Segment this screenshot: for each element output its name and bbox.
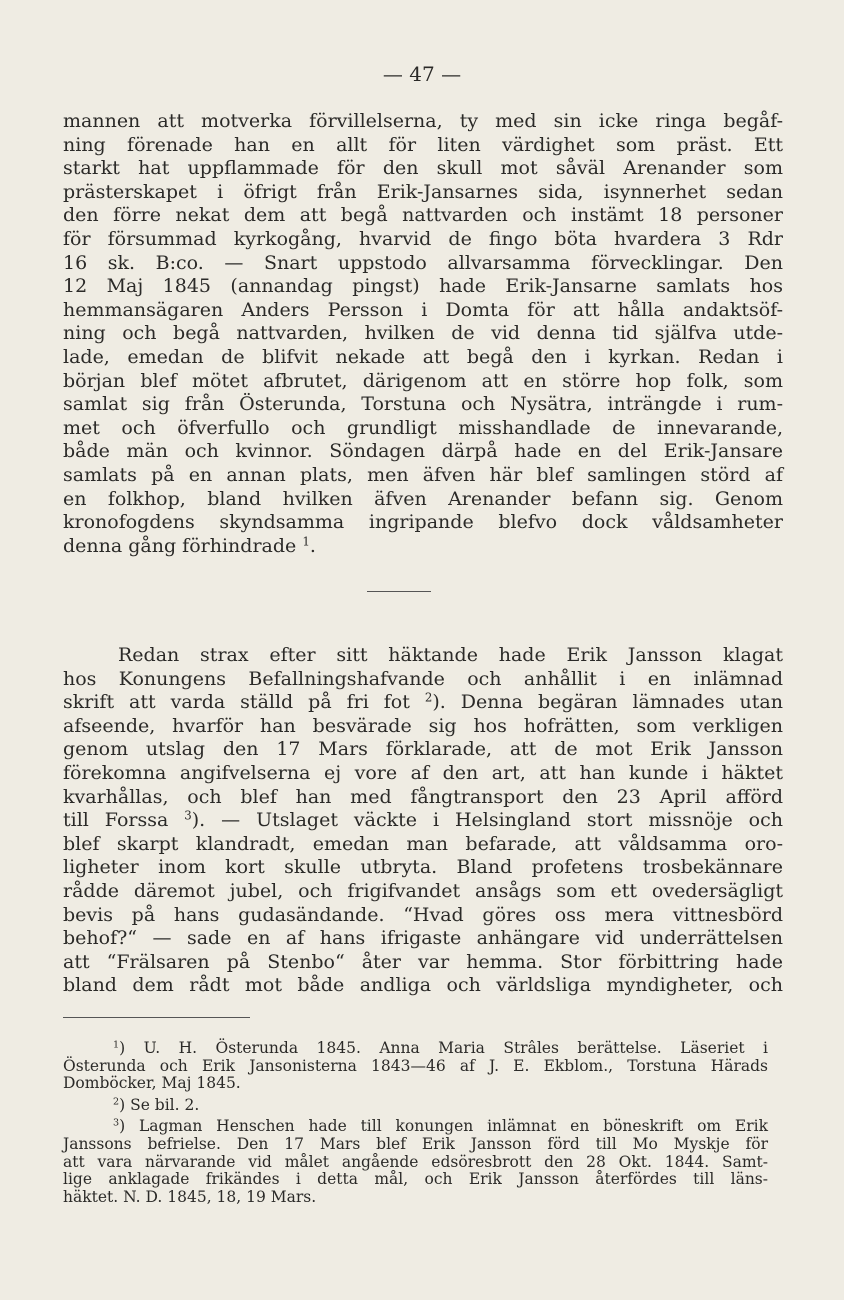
text-line: ning och begå nattvarden, hvilken de vid denna tid själfva utde- bbox=[63, 322, 783, 345]
footnote-3 bbox=[63, 1118, 768, 1206]
footnote-ref-1: 1 bbox=[302, 534, 310, 549]
text-line: ligheter inom kort skulle utbryta. Bland profetens trosbekännare bbox=[63, 856, 783, 879]
paragraph-2 bbox=[63, 644, 783, 998]
text-line: början blef mötet afbrutet, därigenom att en större hop folk, som bbox=[63, 369, 783, 392]
text-line: starkt hat uppflammade för den skull mot såväl Arenander som bbox=[63, 157, 783, 180]
footnote-line: häktet. N. D. 1845, 18, 19 Mars. bbox=[63, 1187, 317, 1206]
text-line: hemmansägaren Anders Persson i Domta för att hålla andaktsöf- bbox=[63, 298, 783, 321]
text-line: 12 Maj 1845 (annandag pingst) hade Erik-Jansarne samlats hos bbox=[63, 275, 783, 298]
footnote-ref-3: 3 bbox=[184, 808, 192, 823]
footnote-line: lige anklagade frikändes i detta mål, och Erik Jansson återfördes till läns- bbox=[63, 1170, 768, 1189]
text-segment: ) Lagman Henschen hade till konungen inlämnat en böneskrift om Erik bbox=[119, 1117, 768, 1136]
text-line: 16 sk. B:co. — Snart uppstodo allvarsamma förvecklingar. Den bbox=[63, 251, 783, 274]
footnote-1 bbox=[63, 1040, 768, 1093]
footnote-mark: 3 bbox=[113, 1118, 120, 1130]
text-line: rådde däremot jubel, och frigifvandet ansågs som ett ovedersägligt bbox=[63, 879, 783, 902]
text-line: förekomna angifvelserna ej vore af den art, att han kunde i häktet bbox=[63, 761, 783, 784]
text-segment: till Forssa bbox=[63, 809, 169, 832]
footnote-line: Janssons befrielse. Den 17 Mars blef Erik Jansson förd till Mo Myskje för bbox=[63, 1134, 768, 1153]
footnote-mark: 1 bbox=[113, 1039, 120, 1051]
text-line: bland dem rådt mot både andliga och världsliga myndigheter, och bbox=[63, 974, 783, 997]
footnote-line bbox=[63, 1118, 768, 1136]
footnote-rule bbox=[63, 1017, 250, 1018]
footnote-mark: 2 bbox=[113, 1096, 120, 1108]
footnote-line bbox=[63, 1040, 768, 1058]
text-line: blef skarpt klandradt, emedan man befarade, att våldsamma oro- bbox=[63, 832, 783, 855]
text-segment: ). Denna begäran lämnades utan bbox=[432, 691, 783, 714]
text-line: en folkhop, bland hvilken äfven Arenander befann sig. Genom bbox=[63, 487, 783, 510]
text-line-last bbox=[63, 535, 783, 559]
footnotes bbox=[63, 1040, 768, 1210]
text-line: att “Frälsaren på Stenbo“ åter var hemma. Stor förbittring hade bbox=[63, 950, 783, 973]
text-segment: ) Se bil. 2. bbox=[119, 1095, 200, 1114]
text-line: kvarhållas, och blef han med fångtransport den 23 April afförd bbox=[63, 785, 783, 808]
text-line bbox=[63, 809, 783, 833]
page-number: — 47 — bbox=[382, 62, 462, 86]
footnote-line: Domböcker, Maj 1845. bbox=[63, 1074, 241, 1093]
text-line: den förre nekat dem att begå nattvarden och instämt 18 personer bbox=[63, 204, 783, 227]
text-line: hos Konungens Befallningshafvande och anhållit i en inlämnad bbox=[63, 667, 783, 690]
section-divider bbox=[367, 591, 431, 592]
text-line: behof?“ — sade en af hans ifrigaste anhängare vid underrättelsen bbox=[63, 927, 783, 950]
text-line: samlats på en annan plats, men äfven här blef samlingen störd af bbox=[63, 463, 783, 486]
text-segment: denna gång förhindrade bbox=[63, 534, 297, 557]
footnote-line: att vara närvarande vid målet angående edsöresbrott den 28 Okt. 1844. Samt- bbox=[63, 1152, 768, 1171]
text-line: lade, emedan de blifvit nekade att begå den i kyrkan. Redan i bbox=[63, 345, 783, 368]
text-line: ning förenade han en allt för liten värdighet som präst. Ett bbox=[63, 133, 783, 156]
text-line bbox=[63, 691, 783, 715]
footnote-line bbox=[63, 1097, 768, 1115]
text-line: Redan strax efter sitt häktande hade Erik Jansson klagat bbox=[118, 644, 783, 666]
text-line: genom utslag den 17 Mars förklarade, att de mot Erik Jansson bbox=[63, 738, 783, 761]
footnote-ref-2: 2 bbox=[424, 690, 433, 705]
text-line: mannen att motverka förvillelserna, ty med sin icke ringa begåf- bbox=[63, 110, 783, 132]
text-line: för försummad kyrkogång, hvarvid de fingo böta hvardera 3 Rdr bbox=[63, 227, 783, 250]
text-line: bevis på hans gudasändande. “Hvad göres oss mera vittnesbörd bbox=[63, 903, 783, 926]
text-segment: ) U. H. Österunda 1845. Anna Maria Strâles berättelse. Läseriet i bbox=[119, 1039, 768, 1057]
text-line: afseende, hvarför han besvärade sig hos hofrätten, som verkligen bbox=[63, 714, 783, 737]
footnote-2 bbox=[63, 1097, 768, 1115]
text-line: met och öfverfullo och grundligt misshandlade de innevarande, bbox=[63, 416, 783, 439]
text-segment: . bbox=[309, 534, 316, 557]
text-line: prästerskapet i öfrigt från Erik-Jansarnes sida, isynnerhet sedan bbox=[63, 180, 783, 203]
text-segment: ). — Utslaget väckte i Helsingland stort missnöje och bbox=[191, 809, 783, 832]
paragraph-1 bbox=[63, 110, 783, 558]
text-line: kronofogdens skyndsamma ingripande blefvo dock våldsamheter bbox=[63, 511, 783, 534]
text-segment: skrift att varda ställd på fri fot bbox=[63, 691, 410, 714]
footnote-line: Österunda och Erik Jansonisterna 1843—46 af J. E. Ekblom., Torstuna Härads bbox=[63, 1056, 768, 1075]
text-line: samlat sig från Österunda, Torstuna och Nysätra, inträngde i rum- bbox=[63, 393, 783, 416]
text-line: både män och kvinnor. Söndagen därpå hade en del Erik-Jansare bbox=[63, 440, 783, 463]
